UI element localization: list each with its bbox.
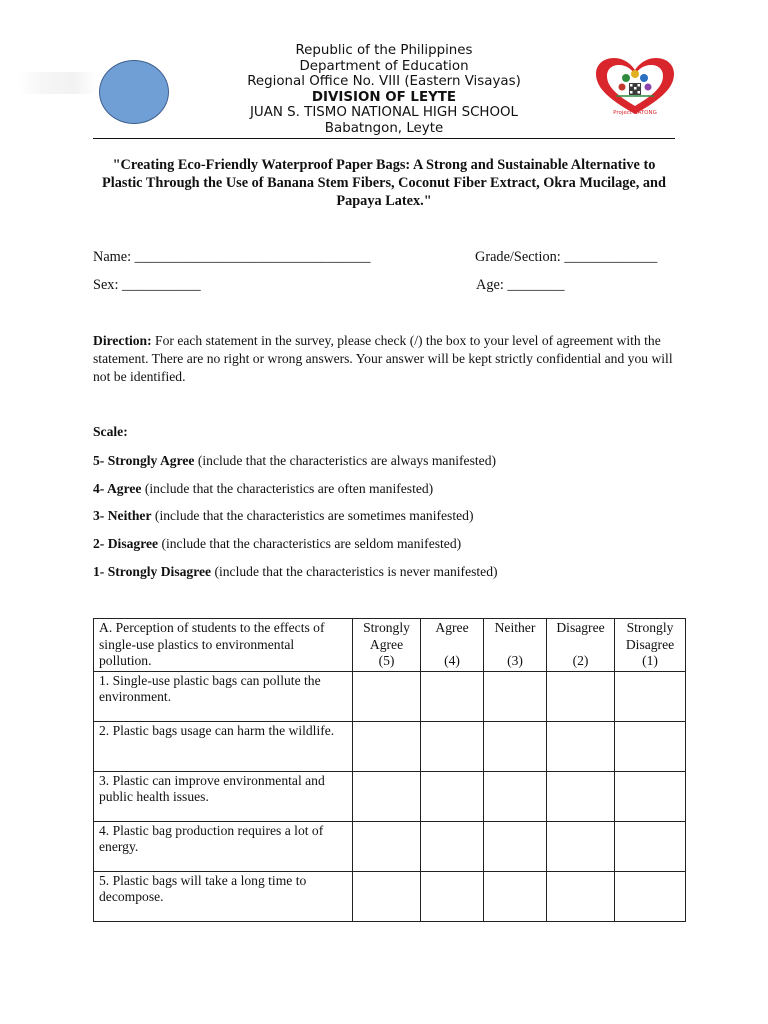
checkbox-cell[interactable] [353,821,421,871]
column-value: (5) [378,653,395,668]
sex-field[interactable]: Sex: ___________ [93,277,201,293]
column-label: Agree [435,620,469,635]
column-value: (4) [444,653,460,668]
direction-label: Direction: [93,333,152,348]
checkbox-cell[interactable] [615,721,686,771]
grade-section-field[interactable]: Grade/Section: _____________ [475,249,658,265]
checkbox-cell[interactable] [484,771,547,821]
statement-2: 2. Plastic bags usage can harm the wildlife. [94,721,353,771]
scale-item-3 [93,508,473,524]
age-field[interactable]: Age: ________ [476,277,565,293]
name-field[interactable]: Name: _________________________________ [93,249,371,265]
scale-item-5 [93,453,496,469]
scan-smudge [18,72,98,94]
table-row [94,871,686,921]
header-division: DIVISION OF LEYTE [311,89,457,105]
column-label: Disagree [556,620,605,635]
checkbox-cell[interactable] [547,721,615,771]
scale-desc: (include that the characteristics is never manifested) [211,564,498,579]
header-republic: Republic of the Philippines [295,43,473,58]
scale-heading: Scale: [93,424,128,439]
survey-title: "Creating Eco-Friendly Waterproof Paper Bags: A Strong and Sustainable Alternative to Plastic Through the Use of Banana Stem Fibers, Coconut Fiber Extract, Okra Mucilage, and Papaya Latex." [102,157,666,209]
survey-table [93,618,686,922]
scale-item-2 [93,536,461,552]
checkbox-cell[interactable] [353,871,421,921]
header-department: Department of Education [299,58,469,74]
column-agree [421,619,484,672]
column-neither [484,619,547,672]
header-location: Babatngon, Leyte [324,120,444,136]
column-disagree [547,619,615,672]
scale-label: 3- Neither [93,508,152,523]
checkbox-cell[interactable] [615,821,686,871]
checkbox-cell[interactable] [421,721,484,771]
column-label: Strongly Agree [363,620,410,652]
scale-item-4 [93,481,433,497]
table-row [94,721,686,771]
checkbox-cell[interactable] [547,821,615,871]
checkbox-cell[interactable] [421,671,484,721]
statement-3: 3. Plastic can improve environmental and public health issues. [94,771,353,821]
statement-4: 4. Plastic bag production requires a lot of energy. [94,821,353,871]
checkbox-cell[interactable] [547,871,615,921]
letterhead [150,43,618,137]
direction-paragraph [93,332,678,387]
column-label: Neither [494,620,536,635]
checkbox-cell[interactable] [421,821,484,871]
scale-label: 5- Strongly Agree [93,453,195,468]
scale-desc: (include that the characteristics are always manifested) [194,453,497,468]
checkbox-cell[interactable] [421,871,484,921]
table-row [94,771,686,821]
checkbox-cell[interactable] [484,821,547,871]
column-strongly-disagree [615,619,686,672]
checkbox-cell[interactable] [615,871,686,921]
scale-item-1 [93,564,498,580]
question-header: A. Perception of students to the effects of single-use plastics to environmental pollution. [94,619,353,672]
checkbox-cell[interactable] [547,771,615,821]
checkbox-cell[interactable] [547,671,615,721]
scale-label: 2- Disagree [93,536,159,551]
column-strongly-agree [353,619,421,672]
scale-desc: (include that the characteristics are sometimes manifested) [151,508,474,523]
checkbox-cell[interactable] [615,771,686,821]
checkbox-cell[interactable] [353,721,421,771]
checkbox-cell[interactable] [484,671,547,721]
direction-text: For each statement in the survey, please check (/) the box to your level of agreement with the statement. There are no right or wrong answers. Your answer will be kept strictly confidential and you will not be identified. [93,333,673,385]
checkbox-cell[interactable] [353,671,421,721]
logo-caption: Project BATONG [613,110,657,116]
column-value: (3) [507,653,523,668]
column-label: Strongly Disagree [625,620,675,652]
header-divider [93,138,675,139]
scale-label: 4- Agree [93,481,142,496]
column-value: (1) [642,653,658,668]
header-region: Regional Office No. VIII (Eastern Visayas) [247,74,521,90]
statement-1: 1. Single-use plastic bags can pollute the environment. [94,671,353,721]
checkbox-cell[interactable] [484,721,547,771]
column-value: (2) [572,653,589,668]
header-school: JUAN S. TISMO NATIONAL HIGH SCHOOL [249,105,519,121]
table-row [94,671,686,721]
checkbox-cell[interactable] [353,771,421,821]
scale-desc: (include that the characteristics are often manifested) [141,481,434,496]
table-header-row [94,619,686,672]
scale-desc: (include that the characteristics are seldom manifested) [158,536,462,551]
checkbox-cell[interactable] [421,771,484,821]
statement-5: 5. Plastic bags will take a long time to decompose. [94,871,353,921]
checkbox-cell[interactable] [484,871,547,921]
scale-label: 1- Strongly Disagree [93,564,212,579]
checkbox-cell[interactable] [615,671,686,721]
table-row [94,821,686,871]
